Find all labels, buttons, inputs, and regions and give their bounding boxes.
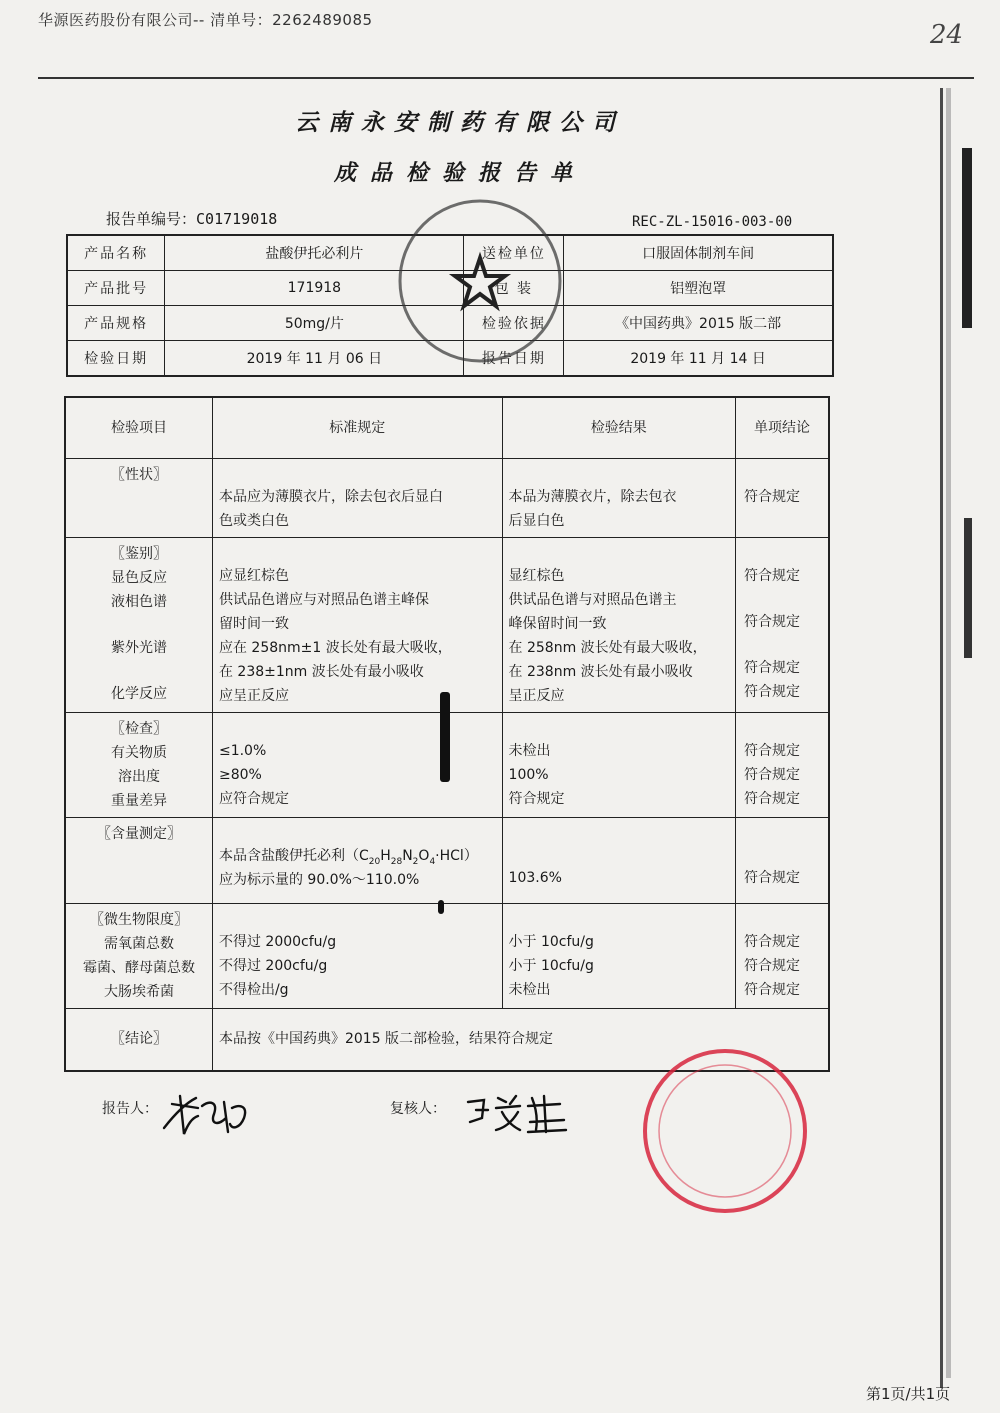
check-std-2: ≥80% xyxy=(218,767,262,783)
assay-std-d: O xyxy=(418,848,430,864)
ident-con-2: 符合规定 xyxy=(744,614,800,630)
scan-edge xyxy=(938,88,974,1398)
sender: 口服固体制剂车间 xyxy=(564,235,833,271)
ident-con-1: 符合规定 xyxy=(744,568,800,584)
assay-res: 103.6% xyxy=(508,870,562,886)
micro-res-3: 未检出 xyxy=(508,982,551,998)
ident-res-1: 显红棕色 xyxy=(508,568,565,584)
micro-std-2: 不得过 200cfu/g xyxy=(218,958,328,974)
scan-artifact xyxy=(438,900,444,914)
category-check: 〖检查〗 xyxy=(110,721,167,737)
micro-item-2: 霉菌、酵母菌总数 xyxy=(82,960,195,976)
micro-con-2: 符合规定 xyxy=(744,958,800,974)
report-date: 2019 年 11 月 14 日 xyxy=(564,341,833,377)
assay-std-2: 应为标示量的 90.0%～110.0% xyxy=(218,872,420,888)
package: 铝塑泡罩 xyxy=(564,271,833,306)
header-line xyxy=(38,9,373,30)
reporter-signature xyxy=(158,1088,258,1144)
ident-con-3: 符合规定 xyxy=(744,660,800,676)
ident-res-4: 在 258nm 波长处有最大吸收， xyxy=(508,640,707,656)
ident-res-5: 在 238nm 波长处有最小吸收 xyxy=(508,664,693,680)
batch: 171918 xyxy=(165,271,464,306)
reviewer-label: 复核人： xyxy=(390,1101,446,1117)
header-list-no: 2262489085 xyxy=(272,11,373,29)
package-label: 包 装 xyxy=(464,271,564,306)
check-res-1: 未检出 xyxy=(508,743,551,759)
company-stamp xyxy=(395,196,565,366)
table-row xyxy=(65,538,829,713)
header-result: 检验结果 xyxy=(502,397,735,459)
micro-item-1: 需氧菌总数 xyxy=(103,936,174,952)
ident-item-2: 液相色谱 xyxy=(110,594,167,610)
desc-res-2: 后显白色 xyxy=(508,513,565,529)
basis-label: 检验依据 xyxy=(464,306,564,341)
check-con-1: 符合规定 xyxy=(744,743,800,759)
micro-res-2: 小于 10cfu/g xyxy=(508,958,594,974)
header-standard: 标准规定 xyxy=(212,397,502,459)
ident-std-3: 留时间一致 xyxy=(218,616,289,632)
reviewer-signature xyxy=(462,1088,572,1138)
category-assay: 〖含量测定〗 xyxy=(96,826,181,842)
check-std-1: ≤1.0% xyxy=(218,743,267,759)
scan-artifact xyxy=(440,692,450,782)
top-bar xyxy=(0,0,1000,36)
micro-item-3: 大肠埃希菌 xyxy=(103,984,174,1000)
ident-std-6: 应呈正反应 xyxy=(218,688,289,704)
company-title: 云南永安制药有限公司 xyxy=(295,109,625,136)
ident-res-3: 峰保留时间一致 xyxy=(508,616,607,632)
check-item-1: 有关物质 xyxy=(110,745,167,761)
desc-std-2: 色或类白色 xyxy=(218,513,289,529)
desc-res-1: 本品为薄膜衣片，除去包衣 xyxy=(508,489,677,505)
micro-std-1: 不得过 2000cfu/g xyxy=(218,934,337,950)
check-con-3: 符合规定 xyxy=(744,791,800,807)
divider-line xyxy=(38,77,974,79)
check-con-2: 符合规定 xyxy=(744,767,800,783)
micro-res-1: 小于 10cfu/g xyxy=(508,934,594,950)
category-identification: 〖鉴别〗 xyxy=(110,546,167,562)
report-number-label: 报告单编号： xyxy=(106,210,197,228)
micro-std-3: 不得检出/g xyxy=(218,982,289,998)
category-conclusion: 〖结论〗 xyxy=(65,1009,212,1071)
assay-std-a: 本品含盐酸伊托必利（C xyxy=(218,848,369,864)
ident-std-5: 在 238±1nm 波长处有最小吸收 xyxy=(218,664,424,680)
micro-con-3: 符合规定 xyxy=(744,982,800,998)
handwritten-page-number: 24 xyxy=(930,20,964,50)
category-description: 〖性状〗 xyxy=(110,467,167,483)
conclusion-text: 本品按《中国药典》2015 版二部检验，结果符合规定 xyxy=(212,1009,829,1071)
report-date-label: 报告日期 xyxy=(464,341,564,377)
header-conclusion: 单项结论 xyxy=(736,397,830,459)
report-title: 成品检验报告单 xyxy=(333,160,586,186)
assay-sub-3: 2 xyxy=(412,856,419,867)
assay-std-e: ·HCl） xyxy=(435,848,478,864)
report-number xyxy=(106,208,277,229)
quality-report-stamp xyxy=(640,1046,810,1216)
spec: 50mg/片 xyxy=(165,306,464,341)
check-res-2: 100% xyxy=(508,767,549,783)
assay-sub-2: 28 xyxy=(390,856,403,867)
ident-item-3: 紫外光谱 xyxy=(110,640,167,656)
table-row xyxy=(65,904,829,1009)
ident-item-1: 显色反应 xyxy=(110,570,167,586)
reporter-label: 报告人： xyxy=(102,1101,158,1117)
table-row xyxy=(65,459,829,538)
batch-label: 产品批号 xyxy=(67,271,165,306)
header-list-label: 清单号： xyxy=(210,11,273,29)
header-company: 华源医药股份有限公司-- xyxy=(38,11,205,29)
basis: 《中国药典》2015 版二部 xyxy=(564,306,833,341)
assay-sub-4: 4 xyxy=(429,856,436,867)
sender-label: 送检单位 xyxy=(464,235,564,271)
ident-con-4: 符合规定 xyxy=(744,684,800,700)
ident-std-2: 供试品色谱应与对照品色谱主峰保 xyxy=(218,592,429,608)
test-date-label: 检验日期 xyxy=(67,341,165,377)
test-date: 2019 年 11 月 06 日 xyxy=(165,341,464,377)
assay-std-1 xyxy=(219,844,496,868)
product-name-label: 产品名称 xyxy=(67,235,165,271)
product-name: 盐酸伊托必利片 xyxy=(165,235,464,271)
assay-sub-1: 20 xyxy=(368,856,381,867)
page-footer: 第1页/共1页 xyxy=(866,1385,951,1403)
spec-label: 产品规格 xyxy=(67,306,165,341)
assay-std-c: N xyxy=(402,848,413,864)
micro-con-1: 符合规定 xyxy=(744,934,800,950)
assay-std-b: H xyxy=(380,848,391,864)
ident-res-6: 呈正反应 xyxy=(508,688,565,704)
check-item-3: 重量差异 xyxy=(110,793,167,809)
check-res-3: 符合规定 xyxy=(508,791,565,807)
report-number-value: C01719018 xyxy=(196,210,278,228)
ident-std-4: 应在 258nm±1 波长处有最大吸收， xyxy=(218,640,452,656)
ident-item-4: 化学反应 xyxy=(110,686,167,702)
form-code: REC-ZL-15016-003-00 xyxy=(632,214,793,230)
desc-con: 符合规定 xyxy=(744,489,800,505)
table-row xyxy=(65,818,829,904)
assay-con: 符合规定 xyxy=(744,870,800,886)
ident-res-2: 供试品色谱与对照品色谱主 xyxy=(508,592,677,608)
desc-std-1: 本品应为薄膜衣片，除去包衣后显白 xyxy=(218,489,443,505)
ident-std-1: 应显红棕色 xyxy=(218,568,289,584)
check-item-2: 溶出度 xyxy=(117,769,160,785)
check-std-3: 应符合规定 xyxy=(218,791,289,807)
header-item: 检验项目 xyxy=(65,397,212,459)
category-microbial: 〖微生物限度〗 xyxy=(89,912,188,928)
